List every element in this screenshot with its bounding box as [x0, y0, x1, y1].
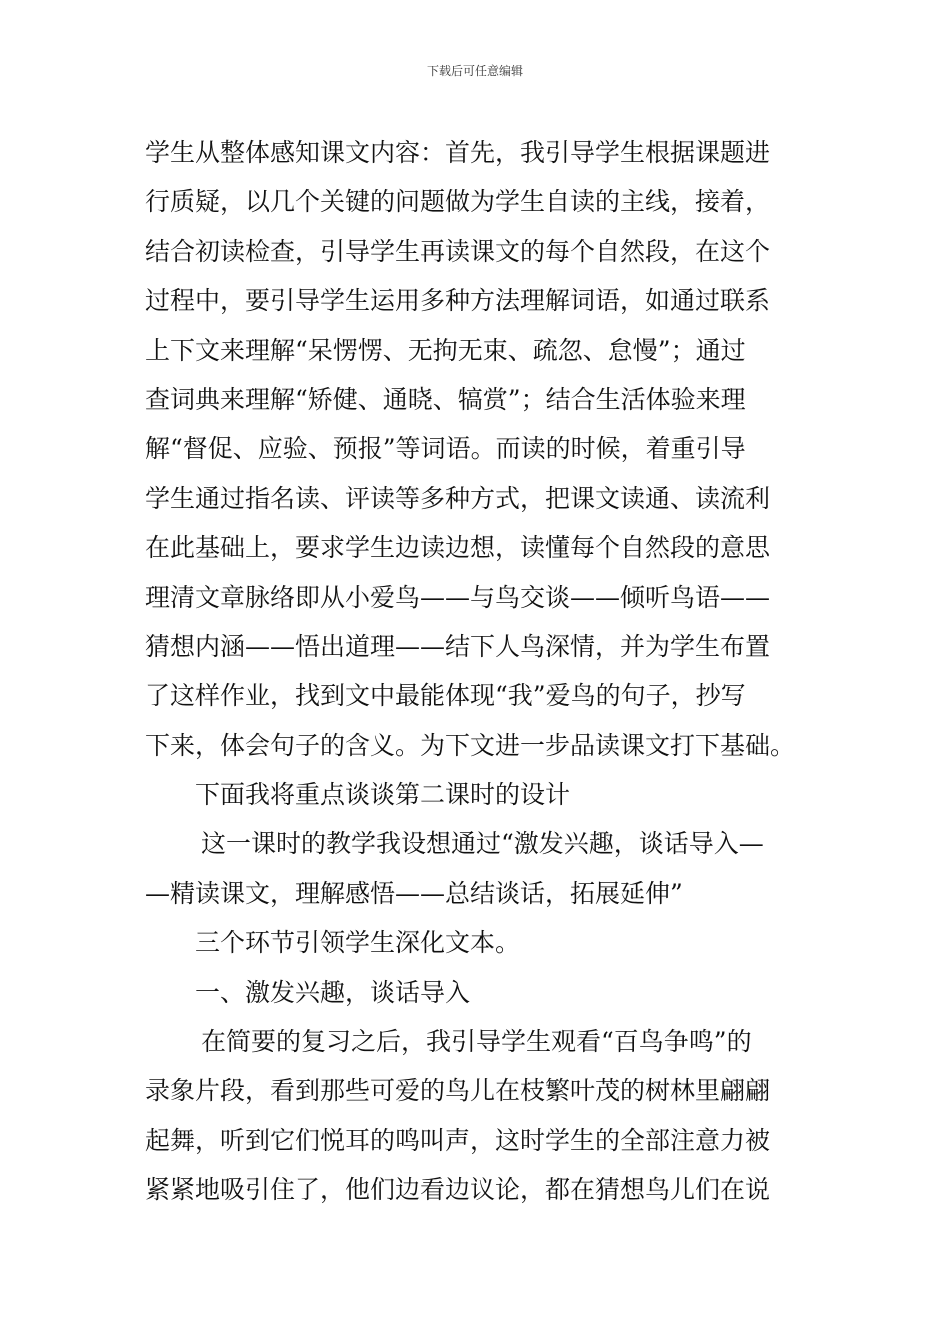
paragraph-line: 结合初读检查，引导学生再读课文的每个自然段，在这个 [145, 236, 771, 266]
paragraph-line: 查词典来理解“矫健、通晓、犒赏”；结合生活体验来理 [145, 384, 746, 414]
paragraph-line: 了这样作业，找到文中最能体现“我”爱鸟的句子，抄写 [145, 681, 746, 711]
paragraph-line: 猜想内涵——悟出道理——结下人鸟深情，并为学生布置 [145, 631, 771, 661]
paragraph-line: 学生从整体感知课文内容：首先，我引导学生根据课题进 [145, 138, 771, 167]
paragraph-line: 三个环节引领学生深化文本。 [195, 928, 521, 958]
paragraph-line: 上下文来理解“呆愣愣、无拘无束、疏忽、怠慢”；通过 [145, 335, 746, 365]
section-heading: 一、激发兴趣，谈话导入 [195, 977, 471, 1007]
paragraph-line: 下来，体会句子的含义。为下文进一步品读课文打下基础。 [145, 730, 796, 760]
paragraph-line: 过程中，要引导学生运用多种方法理解词语，如通过联系 [145, 286, 771, 316]
section-intro-line: 下面我将重点谈谈第二课时的设计 [195, 780, 571, 810]
body-text [145, 128, 815, 1215]
paragraph-line: 起舞，听到它们悦耳的鸣叫声，这时学生的全部注意力被 [145, 1125, 771, 1155]
paragraph-line: 学生通过指名读、评读等多种方式，把课文读通、读流利 [145, 483, 771, 513]
paragraph-line: 解“督促、应验、预报”等词语。而读的时候，着重引导 [145, 434, 746, 464]
paragraph-line: 紧紧地吸引住了，他们边看边议论，都在猜想鸟儿们在说 [145, 1175, 771, 1205]
page-header: 下载后可任意编辑 [426, 64, 523, 78]
paragraph-line: 理清文章脉络即从小爱鸟——与鸟交谈——倾听鸟语—— [145, 582, 771, 612]
paragraph-line: 这一课时的教学我设想通过“激发兴趣，谈话导入— [201, 829, 764, 859]
paragraph-line: —精读课文，理解感悟——总结谈话，拓展延伸” [145, 878, 683, 908]
paragraph-line: 录象片段，看到那些可爱的鸟儿在枝繁叶茂的树林里翩翩 [145, 1076, 771, 1106]
paragraph-line: 行质疑，以几个关键的问题做为学生自读的主线，接着， [145, 187, 771, 217]
paragraph-line: 在简要的复习之后，我引导学生观看“百鸟争鸣”的 [201, 1027, 752, 1057]
paragraph-line: 在此基础上，要求学生边读边想，读懂每个自然段的意思 [145, 533, 771, 563]
